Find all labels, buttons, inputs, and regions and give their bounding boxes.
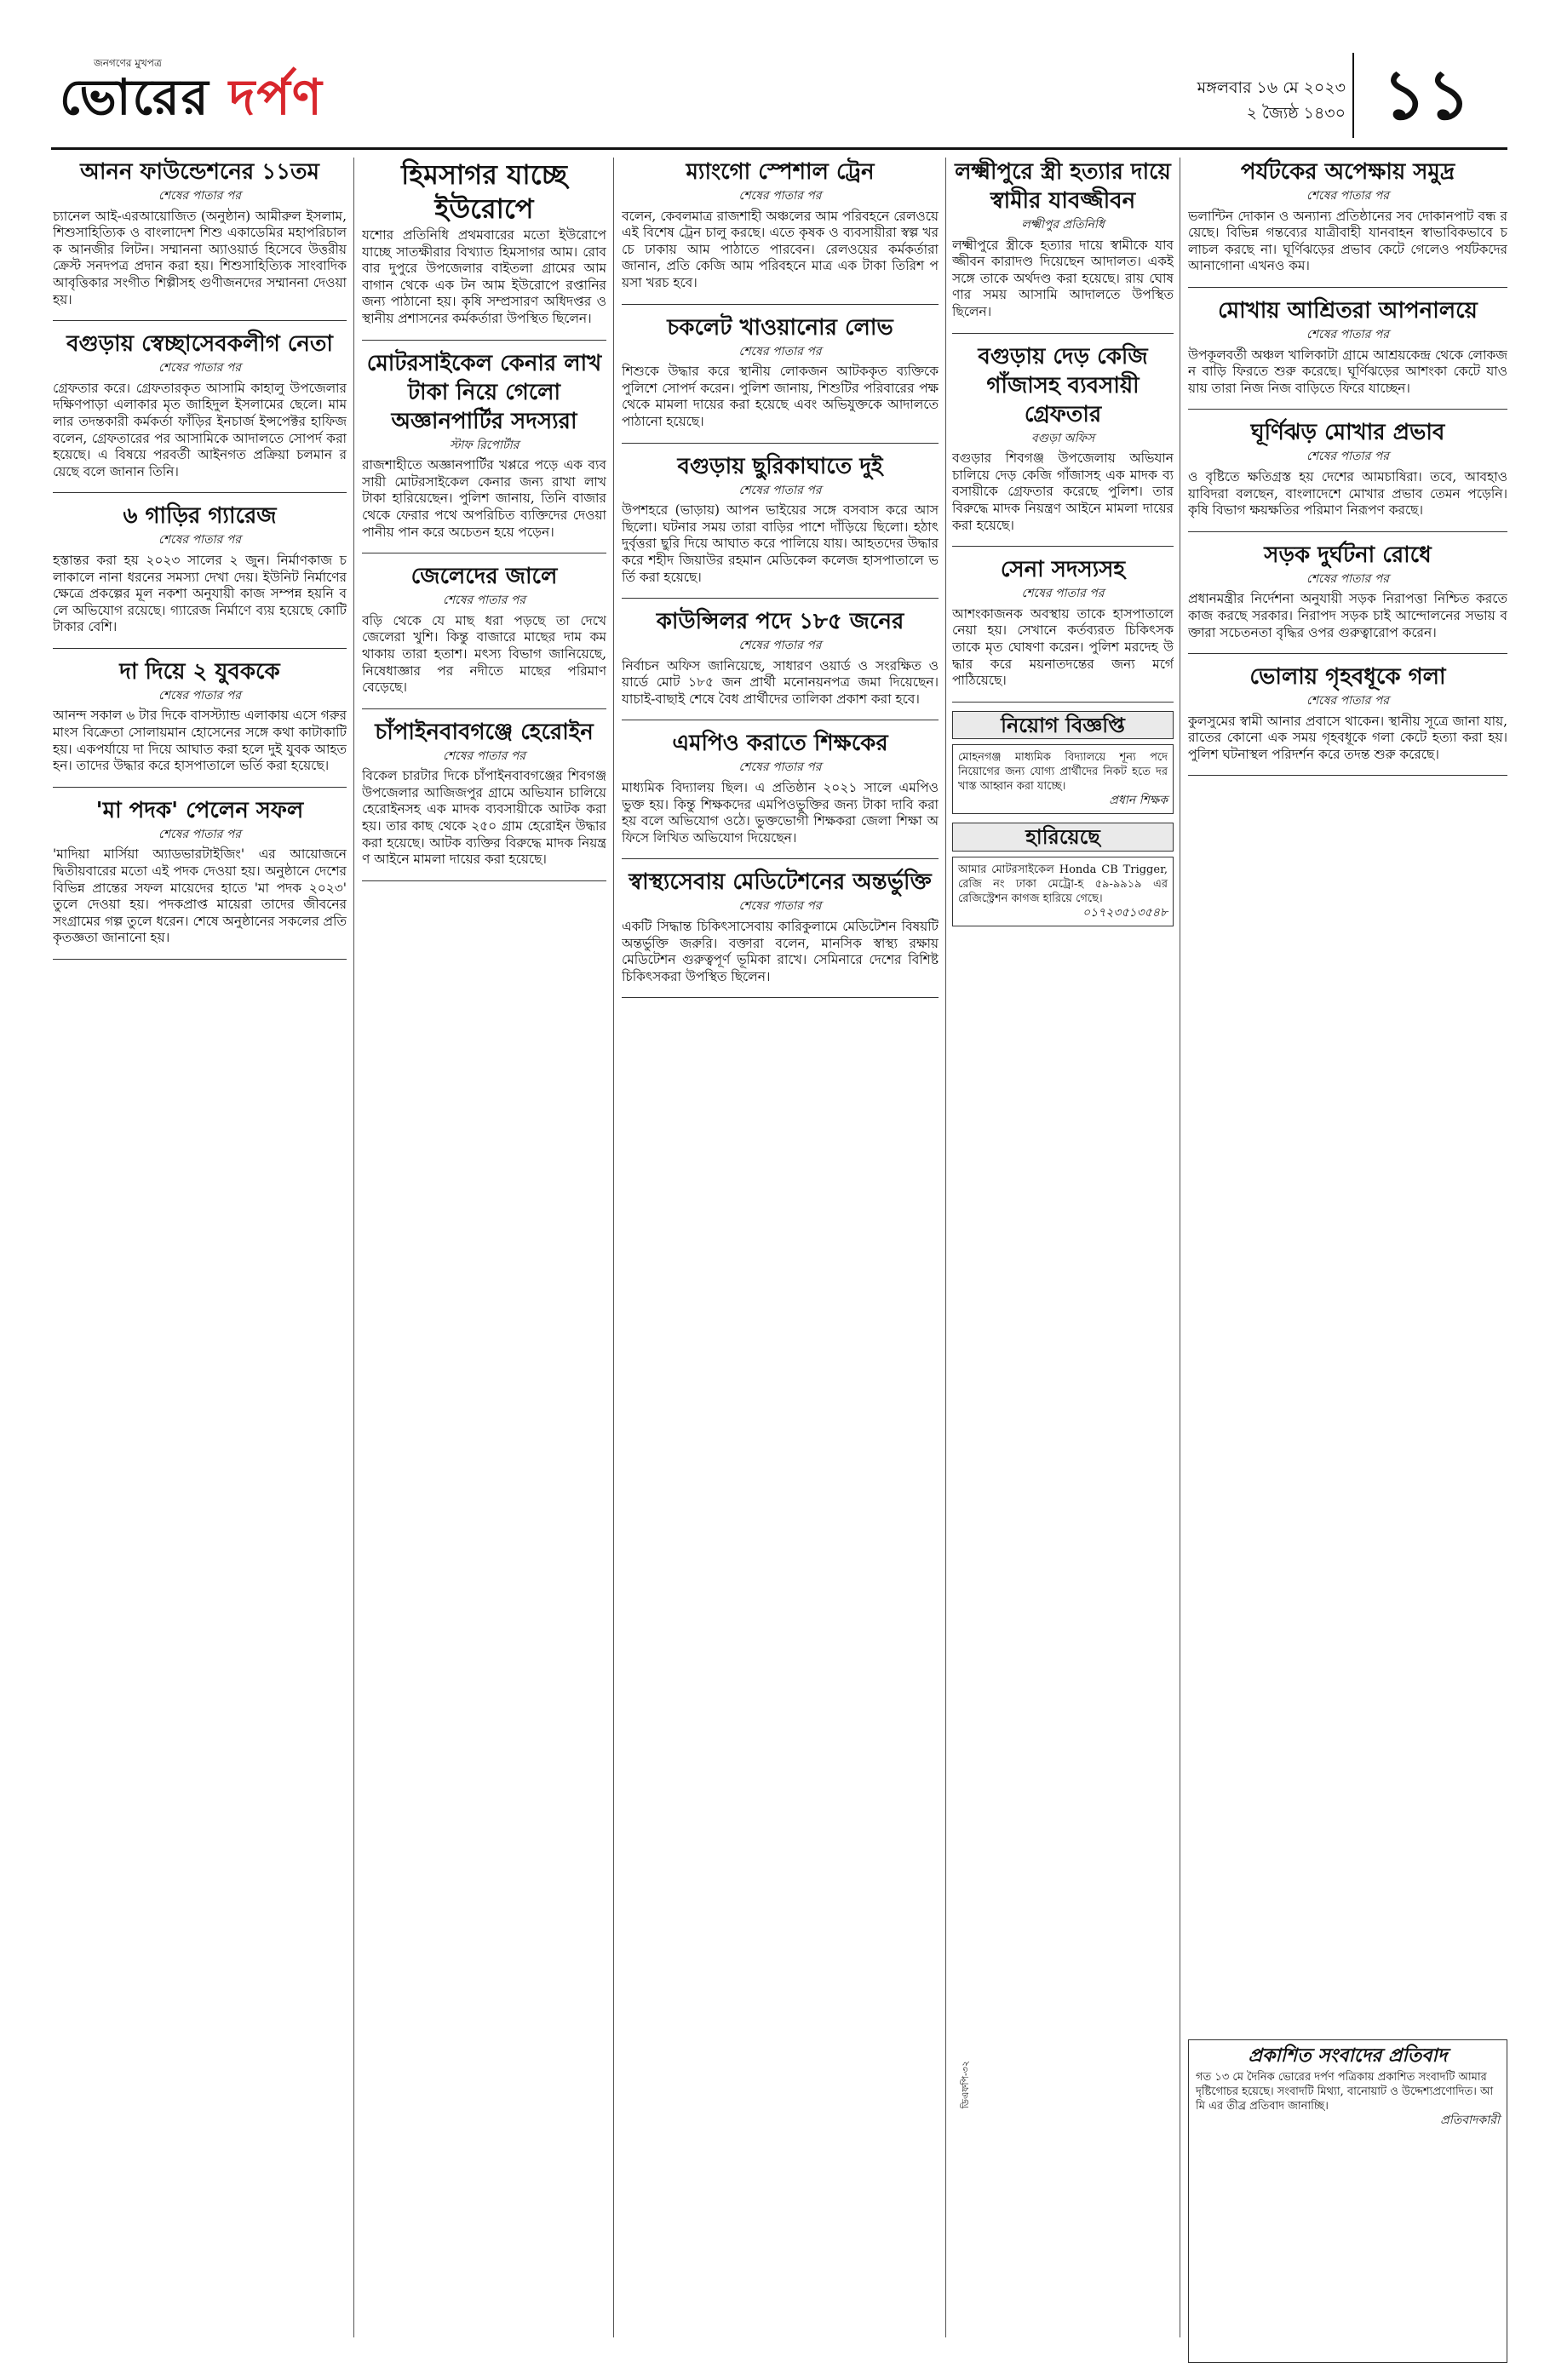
headline: জেলেদের জালে bbox=[410, 564, 558, 590]
continuation-note: শেষের পাতার পর bbox=[1021, 587, 1105, 601]
article-body: শিশুকে উদ্ধার করে স্থানীয় লোকজন আটককৃত ব্যক্তিকে পুলিশে সোপর্দ করেন। পুলিশ জানায়, শিশুটির পরিবারের পক্ষ থেকে মামলা দায়ের করা হয়েছে এবং অভিযুক্তকে আদালতে পাঠানো হয়েছে। bbox=[622, 364, 939, 429]
article bbox=[1188, 662, 1507, 776]
continuation-note: শেষের পাতার পর bbox=[158, 361, 241, 376]
rejoinder-text: গত ১৩ মে দৈনিক ভোরের দর্পণ পত্রিকায় প্রকাশিত সংবাদটি আমার দৃষ্টিগোচর হয়েছে। সংবাদটি মিথ্যা, বানোয়াট ও উদ্দেশ্যপ্রণোদিত। আমি এর তীব্র প্রতিবাদ জানাচ্ছি। bbox=[1196, 2071, 1494, 2113]
logo-black: ভোরের bbox=[60, 68, 210, 126]
headline: সেনা সদস্যসহ bbox=[1000, 557, 1126, 583]
headline: বগুড়ায় দেড় কেজি গাঁজাসহ ব্যবসায়ী গ্রেফতার bbox=[978, 343, 1148, 427]
vertical-code: ডিএফপি-৩২ bbox=[960, 2061, 971, 2109]
headline: 'মা পদক' পেলেন সফল bbox=[95, 797, 304, 823]
headline: চকলেট খাওয়ানোর লোভ bbox=[667, 314, 893, 341]
article bbox=[622, 158, 939, 305]
article bbox=[622, 452, 939, 599]
article bbox=[53, 502, 347, 649]
dateline: লক্ষ্মীপুর প্রতিনিধি bbox=[1021, 218, 1105, 232]
continuation-note: শেষের পাতার পর bbox=[443, 594, 525, 608]
continuation-note: শেষের পাতার পর bbox=[738, 899, 822, 914]
article bbox=[622, 313, 939, 444]
job-ad-signature: প্রধান শিক্ষক bbox=[1109, 794, 1168, 808]
continuation-note: শেষের পাতার পর bbox=[443, 748, 525, 763]
lost-notice bbox=[952, 857, 1174, 926]
logo bbox=[60, 57, 324, 142]
date-bengali: ২ জ্যৈষ্ঠ ১৪৩০ bbox=[1246, 104, 1346, 123]
article-body: রাজশাহীতে অজ্ঞানপার্টির খপ্পরে পড়ে এক ব্যবসায়ী মোটরসাইকেল কেনার জন্য রাখা লাখ টাকা হারিয়েছেন। পুলিশ জানায়, তিনি বাজার থেকে ফেরার পথে অপরিচিত ব্যক্তিদের দেওয়া পানীয় পান করে অচেতন হয়ে পড়েন। bbox=[362, 457, 606, 540]
lost-notice-text: আমার মোটরসাইকেল Honda CB Trigger, রেজি নং ঢাকা মেট্রো-হ ৫৯-৯৯১৯ এর রেজিস্ট্রেশন কাগজ হারিয়ে গেছে। bbox=[958, 863, 1168, 905]
column-4 bbox=[952, 158, 1174, 2337]
article-body: গ্রেফতার করে। গ্রেফতারকৃত আসামি কাহালু উপজেলার দক্ষিণপাড়া এলাকার মৃত জাহিদুল ইসলামের ছেলে। মামলার তদন্তকারী কর্মকর্তা ফাঁড়ির ইনচার্জ ইন্সপেক্টর হাফিজ বলেন, গ্রেফতারের পর আসামিকে আদালতে সোপর্দ করা হয়েছে। এ বিষয়ে পরবর্তী আইনগত প্রক্রিয়া চলমান রয়েছে বলে জানান তিনি। bbox=[53, 380, 347, 479]
headline: মোখায় আশ্রিতরা আপনালয়ে bbox=[1218, 297, 1478, 324]
logo-tagline: জনগণের মুখপত্র bbox=[94, 57, 162, 69]
continuation-note: শেষের পাতার পর bbox=[738, 344, 822, 358]
article-body: যশোর প্রতিনিধি প্রথমবারের মতো ইউরোপে যাচ্ছে সাতক্ষীরার বিখ্যাত হিমসাগর আম। রোববার দুপুরে উপজেলার বাইতলা গ্রামের আম বাগান থেকে এক টন আম ইউরোপে রপ্তানির জন্য পাঠানো হয়। কৃষি সম্প্রসারণ অধিদপ্তর ও স্থানীয় প্রশাসনের কর্মকর্তারা উপস্থিত ছিলেন। bbox=[362, 227, 606, 326]
article bbox=[952, 555, 1174, 703]
rejoinder-title: প্রকাশিত সংবাদের প্রতিবাদ bbox=[1248, 2045, 1448, 2067]
column-5 bbox=[1188, 158, 1507, 2031]
article-body: ভলান্টিন দোকান ও অন্যান্য প্রতিষ্ঠানের সব দোকানপাট বন্ধ রয়েছে। বিভিন্ন গন্তব্যের যাত্রীবাহী যানবাহন স্বাভাবিকভাবে চলাচল করছে না। ঘূর্ণিঝড়ের প্রভাব কেটে গেলেও পর্যটকদের আনাগোনা এখনও কম। bbox=[1188, 208, 1507, 274]
continuation-note: শেষের পাতার পর bbox=[738, 760, 822, 775]
article bbox=[952, 342, 1174, 548]
headline: বগুড়ায় স্বেচ্ছাসেবকলীগ নেতা bbox=[66, 331, 333, 358]
article bbox=[362, 158, 606, 341]
article bbox=[53, 330, 347, 493]
headline: বগুড়ায় ছুরিকাঘাতে দুই bbox=[677, 453, 883, 479]
article-body: চ্যানেল আই-এরআয়োজিত (অনুষ্ঠান) আমীরুল ইসলাম, শিশুসাহিত্যিক ও বাংলাদেশ শিশু একাডেমির মহাপরিচালক আনজীর লিটন। সম্মাননা অ্যাওয়ার্ড হিসেবে উত্তরীয় ক্রেস্ট সনদপত্র প্রদান করা হয়। শিশুসাহিত্যিক সাংবাদিক আবৃত্তিকার সংগীত শিল্পীসহ গুণীজনদের সম্মাননা দেওয়া হয়। bbox=[53, 208, 347, 307]
headline: ৬ গাড়ির গ্যারেজ bbox=[123, 503, 277, 530]
headline: দা দিয়ে ২ যুবককে bbox=[119, 658, 280, 685]
article bbox=[1188, 418, 1507, 531]
article-body: বড়ি থেকে যে মাছ ধরা পড়ছে তা দেখে জেলেরা খুশি। কিন্তু বাজারে মাছের দাম কম থাকায় তারা হতাশ। মৎস্য বিভাগ জানিয়েছে, নিষেধাজ্ঞার পর নদীতে মাছের পরিমাণ বেড়েছে। bbox=[362, 612, 606, 696]
article-body: একটি সিদ্ধান্ত চিকিৎসাসেবায় কারিকুলামে মেডিটেশন বিষয়টি অন্তর্ভুক্তি জরুরি। বক্তারা বলেন, মানসিক স্বাস্থ্য রক্ষায় মেডিটেশন গুরুত্বপূর্ণ ভূমিকা রাখে। সেমিনারে দেশের বিশিষ্ট চিকিৎসকরা উপস্থিত ছিলেন। bbox=[622, 919, 939, 984]
headline: ম্যাংগো স্পেশাল ট্রেন bbox=[686, 159, 875, 185]
article-body: প্রধানমন্ত্রীর নির্দেশনা অনুযায়ী সড়ক নিরাপত্তা নিশ্চিত করতে কাজ করছে সরকার। নিরাপদ সড়ক চাই আন্দোলনের সভায় বক্তারা সচেতনতা বৃদ্ধির ওপর গুরুত্বারোপ করেন। bbox=[1188, 591, 1507, 640]
article-body: বগুড়ার শিবগঞ্জ উপজেলায় অভিযান চালিয়ে দেড় কেজি গাঁজাসহ এক মাদক ব্যবসায়ীকে গ্রেফতার করেছে পুলিশ। তার বিরুদ্ধে মাদক নিয়ন্ত্রণ আইনে মামলা দায়ের করা হয়েছে। bbox=[952, 450, 1174, 533]
continuation-note: শেষের পাতার পর bbox=[1306, 694, 1389, 708]
article-body: 'মাদিয়া মার্সিয়া অ্যাডভারটাইজিং' এর আয়োজনে দ্বিতীয়বারের মতো এই পদক দেওয়া হয়। অনুষ্ঠানে দেশের বিভিন্ন প্রান্তের সফল মায়েদের হাতে 'মা পদক ২০২৩' তুলে দেওয়া হয়। পদকপ্রাপ্ত মায়েরা তাদের জীবনের সংগ্রামের গল্প তুলে ধরেন। শেষে অনুষ্ঠানের সকলের প্রতি কৃতজ্ঞতা জানানো হয়। bbox=[53, 846, 347, 946]
column-divider bbox=[945, 158, 946, 2337]
continuation-note: শেষের পাতার পর bbox=[158, 189, 241, 203]
article-body: লক্ষ্মীপুরে স্ত্রীকে হত্যার দায়ে স্বামীকে যাবজ্জীবন কারাদণ্ড দিয়েছেন আদালত। একই সঙ্গে তাকে অর্থদণ্ড করা হয়েছে। রায় ঘোষণার সময় আসামি আদালতে উপস্থিত ছিলেন। bbox=[952, 237, 1174, 319]
masthead bbox=[51, 53, 1507, 153]
article-body: মাধ্যমিক বিদ্যালয় ছিল। এ প্রতিষ্ঠান ২০২১ সালে এমপিওভুক্ত হয়। কিন্তু শিক্ষকদের এমপিওভুক্তির জন্য টাকা দাবি করা হয় বলে অভিযোগ ওঠে। ভুক্তভোগী শিক্ষকরা জেলা শিক্ষা অফিসে লিখিত অভিযোগ দিয়েছেন। bbox=[622, 780, 939, 846]
column-1 bbox=[53, 158, 347, 2337]
article-body: হস্তান্তর করা হয় ২০২৩ সালের ২ জুন। নির্মাণকাজ চলাকালে নানা ধরনের সমস্যা দেখা দেয়। ইউনিট নির্মাণের ক্ষেত্রে প্রকল্পের মূল নকশা অনুযায়ী কাজ সম্পন্ন হয়নি বলে অভিযোগ রয়েছে। গ্যারেজ নির্মাণে ব্যয় হয়েছে কোটি টাকার বেশি। bbox=[53, 552, 347, 635]
page-number: ১১ bbox=[1352, 53, 1499, 138]
job-ad-text: মোহনগঞ্জ মাধ্যমিক বিদ্যালয়ে শূন্য পদে নিয়োগের জন্য যোগ্য প্রার্থীদের নিকট হতে দরখাস্ত আহ্বান করা যাচ্ছে। bbox=[958, 751, 1168, 794]
article bbox=[1188, 158, 1507, 288]
continuation-note: স্টাফ রিপোর্টার bbox=[449, 438, 520, 452]
article-body: আনন্দ সকাল ৬ টার দিকে বাসস্ট্যান্ড এলাকায় এসে গরুর মাংস বিক্রেতা সোলায়মান হোসেনের সঙ্গে কথা কাটাকাটি হয়। একপর্যায়ে দা দিয়ে আঘাত করা হলে দুই যুবক আহত হন। তাদের উদ্ধার করে হাসপাতালে ভর্তি করা হয়েছে। bbox=[53, 708, 347, 774]
headline: ঘূর্ণিঝড় মোখার প্রভাব bbox=[1250, 420, 1445, 446]
job-ad-title: নিয়োগ বিজ্ঞপ্তি bbox=[952, 711, 1174, 740]
article bbox=[53, 657, 347, 788]
column-3 bbox=[622, 158, 939, 2337]
headline: কাউন্সিলর পদে ১৮৫ জনের bbox=[656, 609, 904, 635]
continuation-note: শেষের পাতার পর bbox=[1306, 189, 1389, 203]
headline: স্বাস্থ্যসেবায় মেডিটেশনের অন্তর্ভুক্তি bbox=[629, 869, 932, 896]
continuation-note: শেষের পাতার পর bbox=[738, 639, 822, 653]
headline: সড়ক দুর্ঘটনা রোধে bbox=[1264, 542, 1432, 568]
article bbox=[362, 349, 606, 554]
article bbox=[622, 607, 939, 720]
headline: ভোলায় গৃহবধূকে গলা bbox=[1249, 664, 1446, 691]
rejoinder-signature: প্রতিবাদকারী bbox=[1440, 2113, 1500, 2127]
article-body: ও বৃষ্টিতে ক্ষতিগ্রস্ত হয় দেশের আমচাষিরা। তবে, আবহাওয়াবিদরা বলছেন, বাংলাদেশে মোখার প্রভাব তেমন পড়েনি। কৃষি বিভাগ ক্ষয়ক্ষতির পরিমাণ নিরূপণ করছে। bbox=[1188, 468, 1507, 519]
article-body: বিকেল চারটার দিকে চাঁপাইনবাবগঞ্জের শিবগঞ্জ উপজেলার আজিজপুর গ্রামে অভিযান চালিয়ে হেরোইনসহ এক মাদক ব্যবসায়ীকে আটক করা হয়। তার কাছ থেকে ২৫০ গ্রাম হেরোইন উদ্ধার করা হয়েছে। আটক ব্যক্তির বিরুদ্ধে মাদক নিয়ন্ত্রণ আইনে মামলা দায়ের করা হয়েছে। bbox=[362, 768, 606, 868]
rejoinder-box bbox=[1188, 2039, 1507, 2363]
article-body: বলেন, কেবলমাত্র রাজশাহী অঞ্চলের আম পরিবহনে রেলওয়ে এই বিশেষ ট্রেন চালু করছে। এতে কৃষক ও ব্যবসায়ীরা স্বল্প খরচে ঢাকায় আম পাঠাতে পারবেন। রেলওয়ের কর্মকর্তারা জানান, প্রতি কেজি আম পরিবহনে মাত্র এক টাকা তিরিশ পয়সা খরচ হবে। bbox=[622, 208, 939, 290]
continuation-note: শেষের পাতার পর bbox=[1306, 450, 1389, 464]
headline: মোটরসাইকেল কেনার লাখ টাকা নিয়ে গেলো অজ্ঞানপার্টির সদস্যরা bbox=[366, 350, 602, 434]
article bbox=[1188, 541, 1507, 654]
article-body: উপকূলবর্তী অঞ্চল খালিকাটা গ্রামে আশ্রয়কেন্দ্র থেকে লোকজন বাড়ি ফিরতে শুরু করেছে। ঘূর্ণিঝড়ের আশংকা কেটে যাওয়ায় তারা নিজ নিজ বাড়িতে ফিরে যাচ্ছেন। bbox=[1188, 347, 1507, 396]
article bbox=[362, 718, 606, 881]
continuation-note: শেষের পাতার পর bbox=[1306, 327, 1389, 341]
article bbox=[53, 158, 347, 321]
article bbox=[622, 868, 939, 998]
headline: চাঁপাইনবাবগঞ্জে হেরোইন bbox=[375, 719, 594, 745]
logo-red: দর্পণ bbox=[228, 68, 324, 126]
lost-notice-title: হারিয়েছে bbox=[952, 823, 1174, 852]
column-divider bbox=[353, 158, 354, 2337]
column-divider bbox=[613, 158, 614, 2337]
continuation-note: শেষের পাতার পর bbox=[738, 483, 822, 497]
article-body: আশংকাজনক অবস্থায় তাকে হাসপাতালে নেয়া হয়। সেখানে কর্তব্যরত চিকিৎসক তাকে মৃত ঘোষণা করেন। পুলিশ মরদেহ উদ্ধার করে ময়নাতদন্তের জন্য মর্গে পাঠিয়েছে। bbox=[952, 605, 1174, 689]
article bbox=[622, 729, 939, 859]
article-body: নির্বাচন অফিস জানিয়েছে, সাধারণ ওয়ার্ড ও সংরক্ষিত ওয়ার্ডে মোট ১৮৫ জন প্রার্থী মনোনয়নপত্র জমা দিয়েছেন। যাচাই-বাছাই শেষে বৈধ প্রার্থীদের তালিকা প্রকাশ করা হবে। bbox=[622, 657, 939, 707]
article-body: কুলসুমের স্বামী আনার প্রবাসে থাকেন। স্থানীয় সূত্রে জানা যায়, রাতের কোনো এক সময় গৃহবধূকে গলা কেটে হত্যা করা হয়। পুলিশ ঘটনাস্থল পরিদর্শন করে তদন্ত শুরু করেছে। bbox=[1188, 713, 1507, 762]
job-ad bbox=[952, 744, 1174, 814]
headline: লক্ষ্মীপুরে স্ত্রী হত্যার দায়ে স্বামীর যাবজ্জীবন bbox=[955, 159, 1171, 214]
continuation-note: শেষের পাতার পর bbox=[738, 189, 822, 203]
header-rule bbox=[51, 147, 1507, 150]
continuation-note: শেষের পাতার পর bbox=[1306, 571, 1389, 586]
lost-notice-phone: ০১৭২৩৫১৩৫৪৮ bbox=[1082, 905, 1168, 920]
article-body: উপশহরে (ভাড়ায়) আপন ভাইয়ের সঙ্গে বসবাস করে আসছিলো। ঘটনার সময় তারা বাড়ির পাশে দাঁড়িয়ে ছিলো। হঠাৎ দুর্বৃত্তরা ছুরি দিয়ে আঘাত করে পালিয়ে যায়। আহতদের উদ্ধার করে শহীদ জিয়াউর রহমান মেডিকেল কলেজ হাসপাতালে ভর্তি করা হয়েছে। bbox=[622, 502, 939, 585]
dateline: বগুড়া অফিস bbox=[1030, 431, 1095, 445]
headline: পর্যটকের অপেক্ষায় সমুদ্র bbox=[1240, 159, 1455, 185]
article bbox=[53, 796, 347, 960]
continuation-note: শেষের পাতার পর bbox=[158, 533, 241, 548]
headline: হিমসাগর যাচ্ছে ইউরোপে bbox=[401, 158, 567, 225]
article bbox=[362, 562, 606, 709]
article bbox=[952, 158, 1174, 334]
continuation-note: শেষের পাতার পর bbox=[158, 688, 241, 703]
headline: এমপিও করাতে শিক্ষকের bbox=[672, 731, 888, 757]
headline: আনন ফাউন্ডেশনের ১১তম bbox=[80, 159, 319, 185]
continuation-note: শেষের পাতার পর bbox=[158, 827, 241, 841]
article bbox=[1188, 296, 1507, 410]
date-block bbox=[1197, 75, 1346, 126]
date-gregorian: মঙ্গলবার ১৬ মে ২০২৩ bbox=[1197, 78, 1346, 97]
column-2 bbox=[362, 158, 606, 2337]
